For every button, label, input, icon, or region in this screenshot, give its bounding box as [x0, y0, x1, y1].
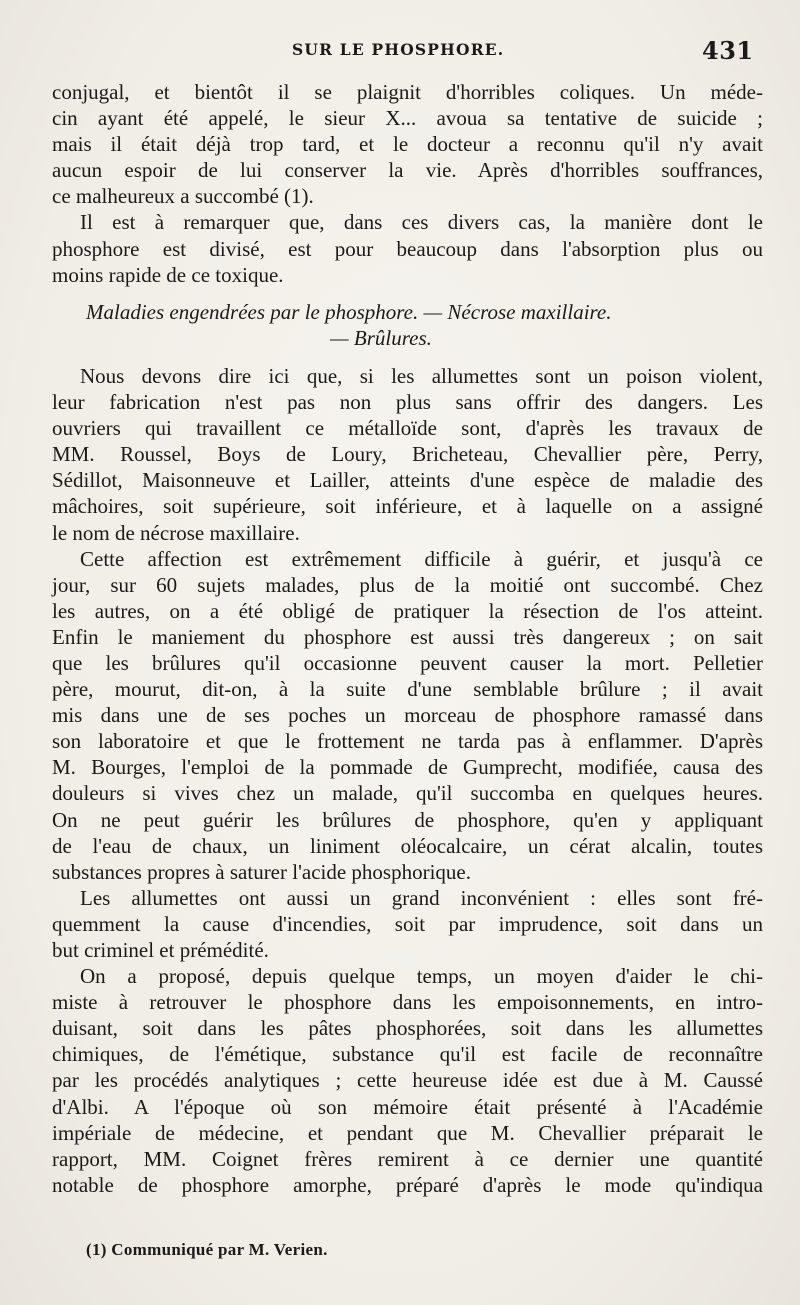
- text-line: On ne peut guérir les brûlures de phosphore, qu'en y appliquant: [52, 807, 763, 832]
- text-line: Il est à remarquer que, dans ces divers cas, la manière dont le: [80, 210, 763, 235]
- text-line: père, mourut, dit-on, à la suite d'une semblable brûlure ; il avait: [52, 677, 763, 702]
- text-line: On a proposé, depuis quelque temps, un moyen d'aider le chi-: [80, 964, 763, 989]
- text-line: MM. Roussel, Boys de Loury, Bricheteau, Chevallier père, Perry,: [52, 442, 763, 467]
- text-line: d'Albi. A l'époque où son mémoire était présenté à l'Académie: [52, 1094, 763, 1119]
- text-line: phosphore est divisé, est pour beaucoup dans l'absorption plus ou: [52, 236, 763, 261]
- text-line: Nous devons dire ici que, si les allumettes sont un poison violent,: [80, 363, 763, 388]
- text-line: rapport, MM. Coignet frères remirent à ce dernier une quantité: [52, 1146, 763, 1171]
- text-line: son laboratoire et que le frottement ne tarda pas à enflammer. D'après: [52, 729, 763, 754]
- text-line: impériale de médecine, et pendant que M. Chevallier préparait le: [52, 1120, 763, 1145]
- text-line: que les brûlures qu'il occasionne peuvent causer la mort. Pelletier: [52, 650, 763, 675]
- text-line: Les allumettes ont aussi un grand inconvénient : elles sont fré-: [80, 885, 763, 910]
- text-line: ce malheureux a succombé (1).: [52, 184, 314, 209]
- text-line: mâchoires, soit supérieure, soit inférieure, et à laquelle on a assigné: [52, 494, 763, 519]
- text-line: but criminel et prémédité.: [52, 938, 269, 962]
- section-heading-line-1: Maladies engendrées par le phosphore. — Nécrose maxillaire.: [86, 299, 612, 324]
- text-line: le nom de nécrose maxillaire.: [52, 520, 300, 545]
- text-line: substances propres à saturer l'acide phosphorique.: [52, 859, 471, 884]
- text-line: chimiques, de l'émétique, substance qu'il est facile de reconnaître: [52, 1042, 763, 1067]
- running-title: SUR LE PHOSPHORE.: [292, 40, 505, 59]
- page-header: [0, 36, 800, 66]
- text-line: moins rapide de ce toxique.: [52, 262, 284, 287]
- text-line: par les procédés analytiques ; cette heureuse idée est due à M. Caussé: [52, 1068, 763, 1093]
- text-line: quemment la cause d'incendies, soit par imprudence, soit dans un: [52, 911, 763, 936]
- text-line: cin ayant été appelé, le sieur X... avoua sa tentative de suicide ;: [52, 106, 763, 131]
- text-line: Sédillot, Maisonneuve et Lailler, atteints d'une espèce de maladie des: [52, 468, 763, 493]
- text-line: miste à retrouver le phosphore dans les empoisonnements, en intro-: [52, 990, 763, 1015]
- text-line: mais il était déjà trop tard, et le docteur a reconnu qu'il n'y avait: [52, 132, 763, 157]
- text-line: Cette affection est extrêmement difficile à guérir, et jusqu'à ce: [80, 546, 763, 571]
- text-line: les autres, on a été obligé de pratiquer la résection de l'os atteint.: [52, 598, 763, 623]
- text-line: conjugal, et bientôt il se plaignit d'horribles coliques. Un méde-: [52, 80, 763, 104]
- text-line: Enfin le maniement du phosphore est aussi très dangereux ; on sait: [52, 624, 763, 649]
- text-line: notable de phosphore amorphe, préparé d'après le mode qu'indiqua: [52, 1172, 763, 1197]
- text-line: mis dans une de ses poches un morceau de phosphore ramassé dans: [52, 703, 763, 728]
- text-line: aucun espoir de lui conserver la vie. Après d'horribles souffrances,: [52, 158, 763, 183]
- footnote: (1) Communiqué par M. Verien.: [86, 1240, 328, 1259]
- text-line: douleurs si vives chez un malade, qu'il succomba en quelques heures.: [52, 781, 763, 806]
- page-number: 431: [702, 36, 754, 65]
- text-line: ouvriers qui travaillent ce métalloïde sont, d'après les travaux de: [52, 416, 763, 441]
- body-text: [52, 79, 763, 1198]
- text-line: duisant, soit dans les pâtes phosphorées, soit dans les allumettes: [52, 1016, 763, 1041]
- text-line: leur fabrication n'est pas non plus sans offrir des dangers. Les: [52, 390, 763, 415]
- text-line: de l'eau de chaux, un liniment oléocalcaire, un cérat alcalin, toutes: [52, 833, 763, 858]
- text-line: jour, sur 60 sujets malades, plus de la moitié ont succombé. Chez: [52, 572, 763, 597]
- section-heading-line-2: — Brûlures.: [330, 325, 432, 350]
- text-line: M. Bourges, l'emploi de la pommade de Gumprecht, modifiée, causa des: [52, 755, 763, 780]
